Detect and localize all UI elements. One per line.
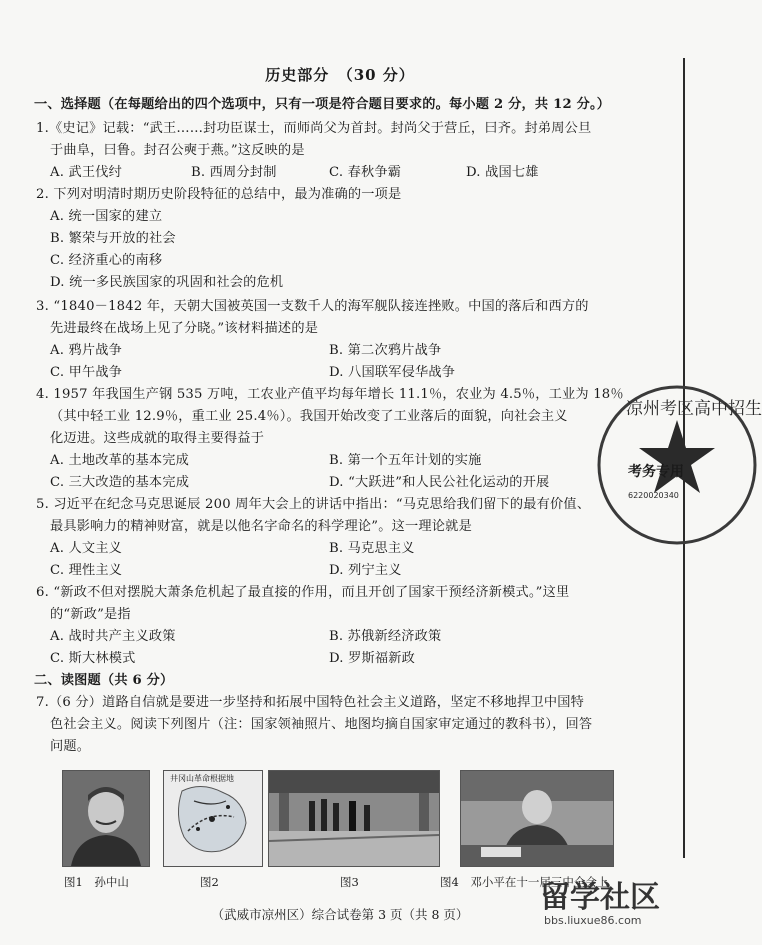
q3-option-c: C. 甲午战争 — [50, 365, 123, 380]
figure-2-caption: 图2 — [200, 875, 219, 889]
watermark-brand: 留学社区 — [540, 880, 660, 915]
site-watermark — [540, 870, 710, 945]
section-1-heading: 一、选择题（在每题给出的四个选项中，只有一项是符合题目要求的。每小题 2 分，共 12 分。） — [34, 97, 611, 112]
q4-line-3: 化迈进。这些成就的取得主要得益于 — [50, 431, 265, 446]
q1-option-d: D. 战国七雄 — [466, 165, 539, 180]
q6-line-2: 的“新政”是指 — [50, 607, 131, 622]
q4-option-d: D. “大跃进”和人民公社化运动的开展 — [329, 475, 550, 490]
q5-option-c: C. 理性主义 — [50, 563, 123, 578]
exam-office-stamp — [592, 380, 762, 550]
stamp-center-text: 考务专用 — [628, 464, 684, 480]
figure-2-map — [163, 770, 263, 867]
q1-line-1: 1.《史记》记载：“武王……封功臣谋士，而师尚父为首封。封尚父于营丘，曰齐。封弟周公旦 — [36, 121, 592, 136]
q5-option-a: A. 人文主义 — [50, 541, 123, 556]
q4-line-1: 4. 1957 年我国生产钢 535 万吨，工农业产值平均每年增长 11.1％，农业为 4.5％，工业为 18％ — [36, 387, 624, 402]
q1-option-b: B. 西周分封制 — [191, 165, 277, 180]
stamp-number: 6220020340 — [628, 491, 679, 500]
figure-4-photo — [460, 770, 614, 867]
figure-1-caption: 图1 孙中山 — [64, 875, 129, 889]
q3-line-1: 3. “1840－1842 年，天朝大国被英国一支数千人的海军舰队接连挫败。中国的落后和西方的 — [36, 299, 589, 314]
figure-3-caption: 图3 — [340, 875, 359, 889]
q7-line-1: 7.（6 分）道路自信就是要进一步坚持和拓展中国特色社会主义道路，坚定不移地捍卫中国特 — [36, 695, 585, 710]
q3-option-a: A. 鸦片战争 — [50, 343, 123, 358]
q2-line-1: 2. 下列对明清时期历史阶段特征的总结中，最为准确的一项是 — [36, 187, 402, 202]
figure-1-portrait — [62, 770, 150, 867]
q7-line-3: 问题。 — [50, 739, 91, 754]
q5-line-1: 5. 习近平在纪念马克思诞辰 200 周年大会上的讲话中指出：“马克思给我们留下的最有价值、 — [36, 497, 591, 512]
figure-2-map-title: 井冈山革命根据地 — [170, 774, 234, 783]
q6-option-a: A. 战时共产主义政策 — [50, 629, 176, 644]
q3-option-d: D. 八国联军侵华战争 — [329, 365, 456, 380]
q3-option-b: B. 第二次鸦片战争 — [329, 343, 442, 358]
q5-line-2: 最具影响力的精神财富，就是以他名字命名的科学理论”。这一理论就是 — [50, 519, 472, 534]
q4-option-b: B. 第一个五年计划的实施 — [329, 453, 482, 468]
q1-option-a: A. 武王伐纣 — [50, 165, 123, 180]
q2-option-c: C. 经济重心的南移 — [50, 253, 163, 268]
q5-option-d: D. 列宁主义 — [329, 563, 402, 578]
watermark-url: bbs.liuxue86.com — [544, 914, 642, 927]
q2-option-b: B. 繁荣与开放的社会 — [50, 231, 176, 246]
q2-option-a: A. 统一国家的建立 — [50, 209, 163, 224]
q6-option-d: D. 罗斯福新政 — [329, 651, 416, 666]
figure-4-caption: 图4 邓小平在十一届三中全会上 — [440, 875, 609, 889]
q1-line-2: 于曲阜，曰鲁。封召公奭于燕。”这反映的是 — [50, 143, 305, 158]
page-title: 历史部分 （30 分） — [265, 66, 415, 84]
q1-option-c: C. 春秋争霸 — [329, 165, 402, 180]
q4-option-a: A. 土地改革的基本完成 — [50, 453, 189, 468]
page-footer: （武威市凉州区）综合试卷第 3 页（共 8 页） — [211, 907, 469, 922]
section-2-heading: 二、读图题（共 6 分） — [34, 673, 174, 688]
figure-3-photo — [268, 770, 440, 867]
q6-line-1: 6. “新政不但对摆脱大萧条危机起了最直接的作用，而且开创了国家干预经济新模式。”这里 — [36, 585, 570, 600]
q2-option-d: D. 统一多民族国家的巩固和社会的危机 — [50, 275, 284, 290]
q6-option-b: B. 苏俄新经济政策 — [329, 629, 442, 644]
q5-option-b: B. 马克思主义 — [329, 541, 415, 556]
q4-line-2: （其中轻工业 12.9％，重工业 25.4％）。我国开始改变了工业落后的面貌，向社会主义 — [50, 409, 568, 424]
q6-option-c: C. 斯大林模式 — [50, 651, 136, 666]
q7-line-2: 色社会主义。阅读下列图片（注：国家领袖照片、地图均摘自国家审定通过的教科书），回答 — [50, 717, 593, 732]
q3-line-2: 先进最终在战场上见了分晓。”该材料描述的是 — [50, 321, 319, 336]
q4-option-c: C. 三大改造的基本完成 — [50, 475, 190, 490]
stamp-arc-text: 凉州考区高中招生 — [626, 399, 762, 419]
